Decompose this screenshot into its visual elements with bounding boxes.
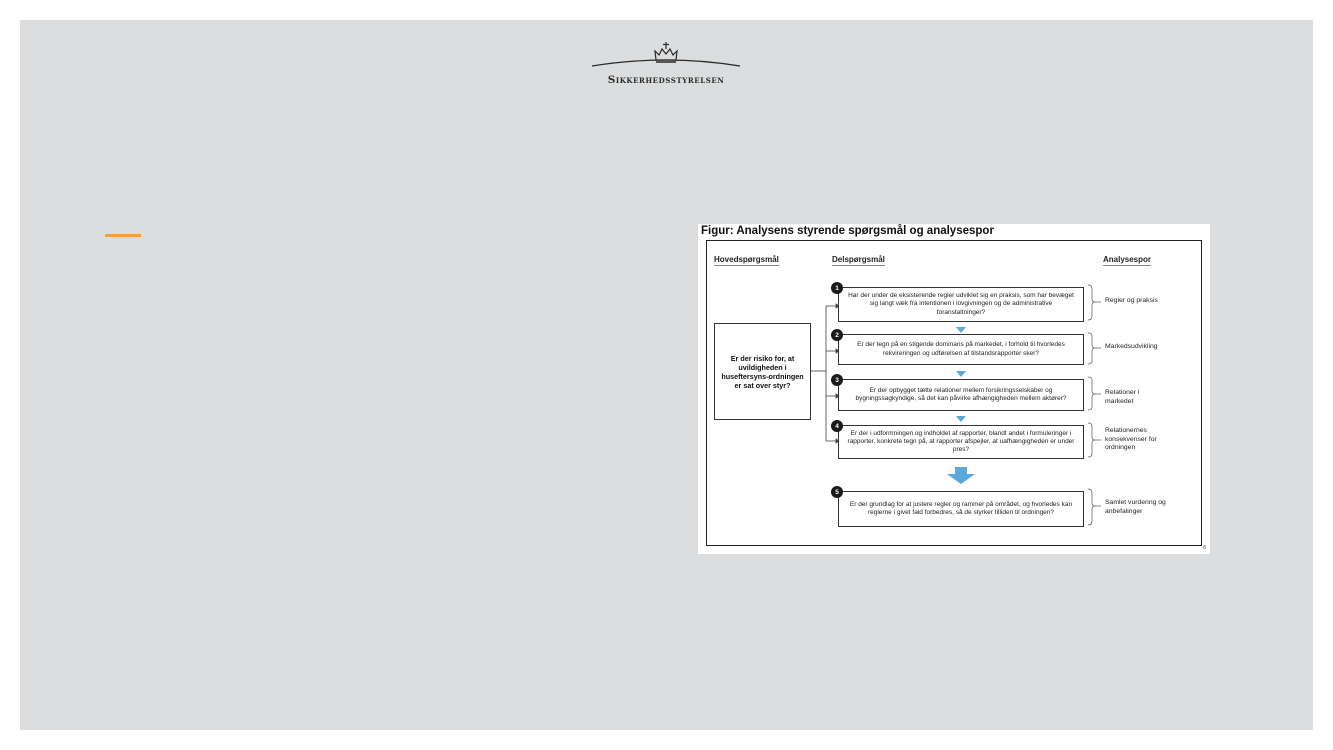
figure-title: Figur: Analysens styrende spørgsmål og analysespor xyxy=(701,225,994,237)
analysis-track-5: Samlet vurdering og anbefalinger xyxy=(1105,499,1166,515)
down-arrow-icon xyxy=(956,416,966,422)
logo-wordmark: Sikkerhedsstyrelsen xyxy=(607,74,725,86)
big-down-arrow-icon xyxy=(947,467,975,484)
step-number-2: 2 xyxy=(831,329,843,341)
step-number-3: 3 xyxy=(831,374,843,386)
analysis-track-4: Relationernes konsekvenser for ordningen xyxy=(1105,427,1157,451)
down-arrow-icon xyxy=(956,327,966,333)
analysis-track-1: Regler og praksis xyxy=(1105,297,1158,304)
step-number-1: 1 xyxy=(831,282,843,294)
sub-question-1: Har der under de eksisterende regler udviklet sig en praksis, som har bevæget sig langt væk fra intentionen i lovgivningen og de administrative foranstaltninger? xyxy=(838,287,1084,322)
column-header-main: Hovedspørgsmål xyxy=(714,255,779,264)
sub-question-5: Er der grundlag for at justere regler og rammer på området, og hvorledes kan reglerne i givet fald forbedres, så de styrker tilliden til ordningen? xyxy=(838,491,1084,527)
accent-bar xyxy=(105,234,141,237)
crown-icon xyxy=(586,36,746,70)
agency-logo xyxy=(586,36,746,90)
figure-frame xyxy=(706,240,1202,546)
column-header-tracks: Analysespor xyxy=(1103,255,1152,264)
step-number-5: 5 xyxy=(831,486,843,498)
down-arrow-icon xyxy=(956,371,966,377)
page-number: 6 xyxy=(1203,545,1206,551)
main-question-box: Er der risiko for, at uvildigheden i huseftersyns-ordningen er sat over styr? xyxy=(714,323,811,420)
analysis-track-2: Markedsudvikling xyxy=(1105,343,1158,350)
sub-question-3: Er der opbygget tætte relationer mellem forsikringsselskaber og bygningssagkyndige, så det kan påvirke afhængigheden mellem aktører? xyxy=(838,379,1084,411)
analysis-track-3: Relationer i markedet xyxy=(1105,389,1140,405)
sub-question-2: Er der tegn på en stigende dominans på markedet, i forhold til hvorledes rekvireringen og udførelsen af tilstandsrapporter sker? xyxy=(838,334,1084,365)
column-header-sub: Delspørgsmål xyxy=(832,255,885,264)
sub-question-4: Er der i udformningen og indholdet af rapporter, blandt andet i formuleringer i rapporter, konkrete tegn på, at rapporter afspejler, at uafhængigheden er under pres? xyxy=(838,425,1084,459)
step-number-4: 4 xyxy=(831,420,843,432)
analysis-figure xyxy=(698,224,1210,554)
